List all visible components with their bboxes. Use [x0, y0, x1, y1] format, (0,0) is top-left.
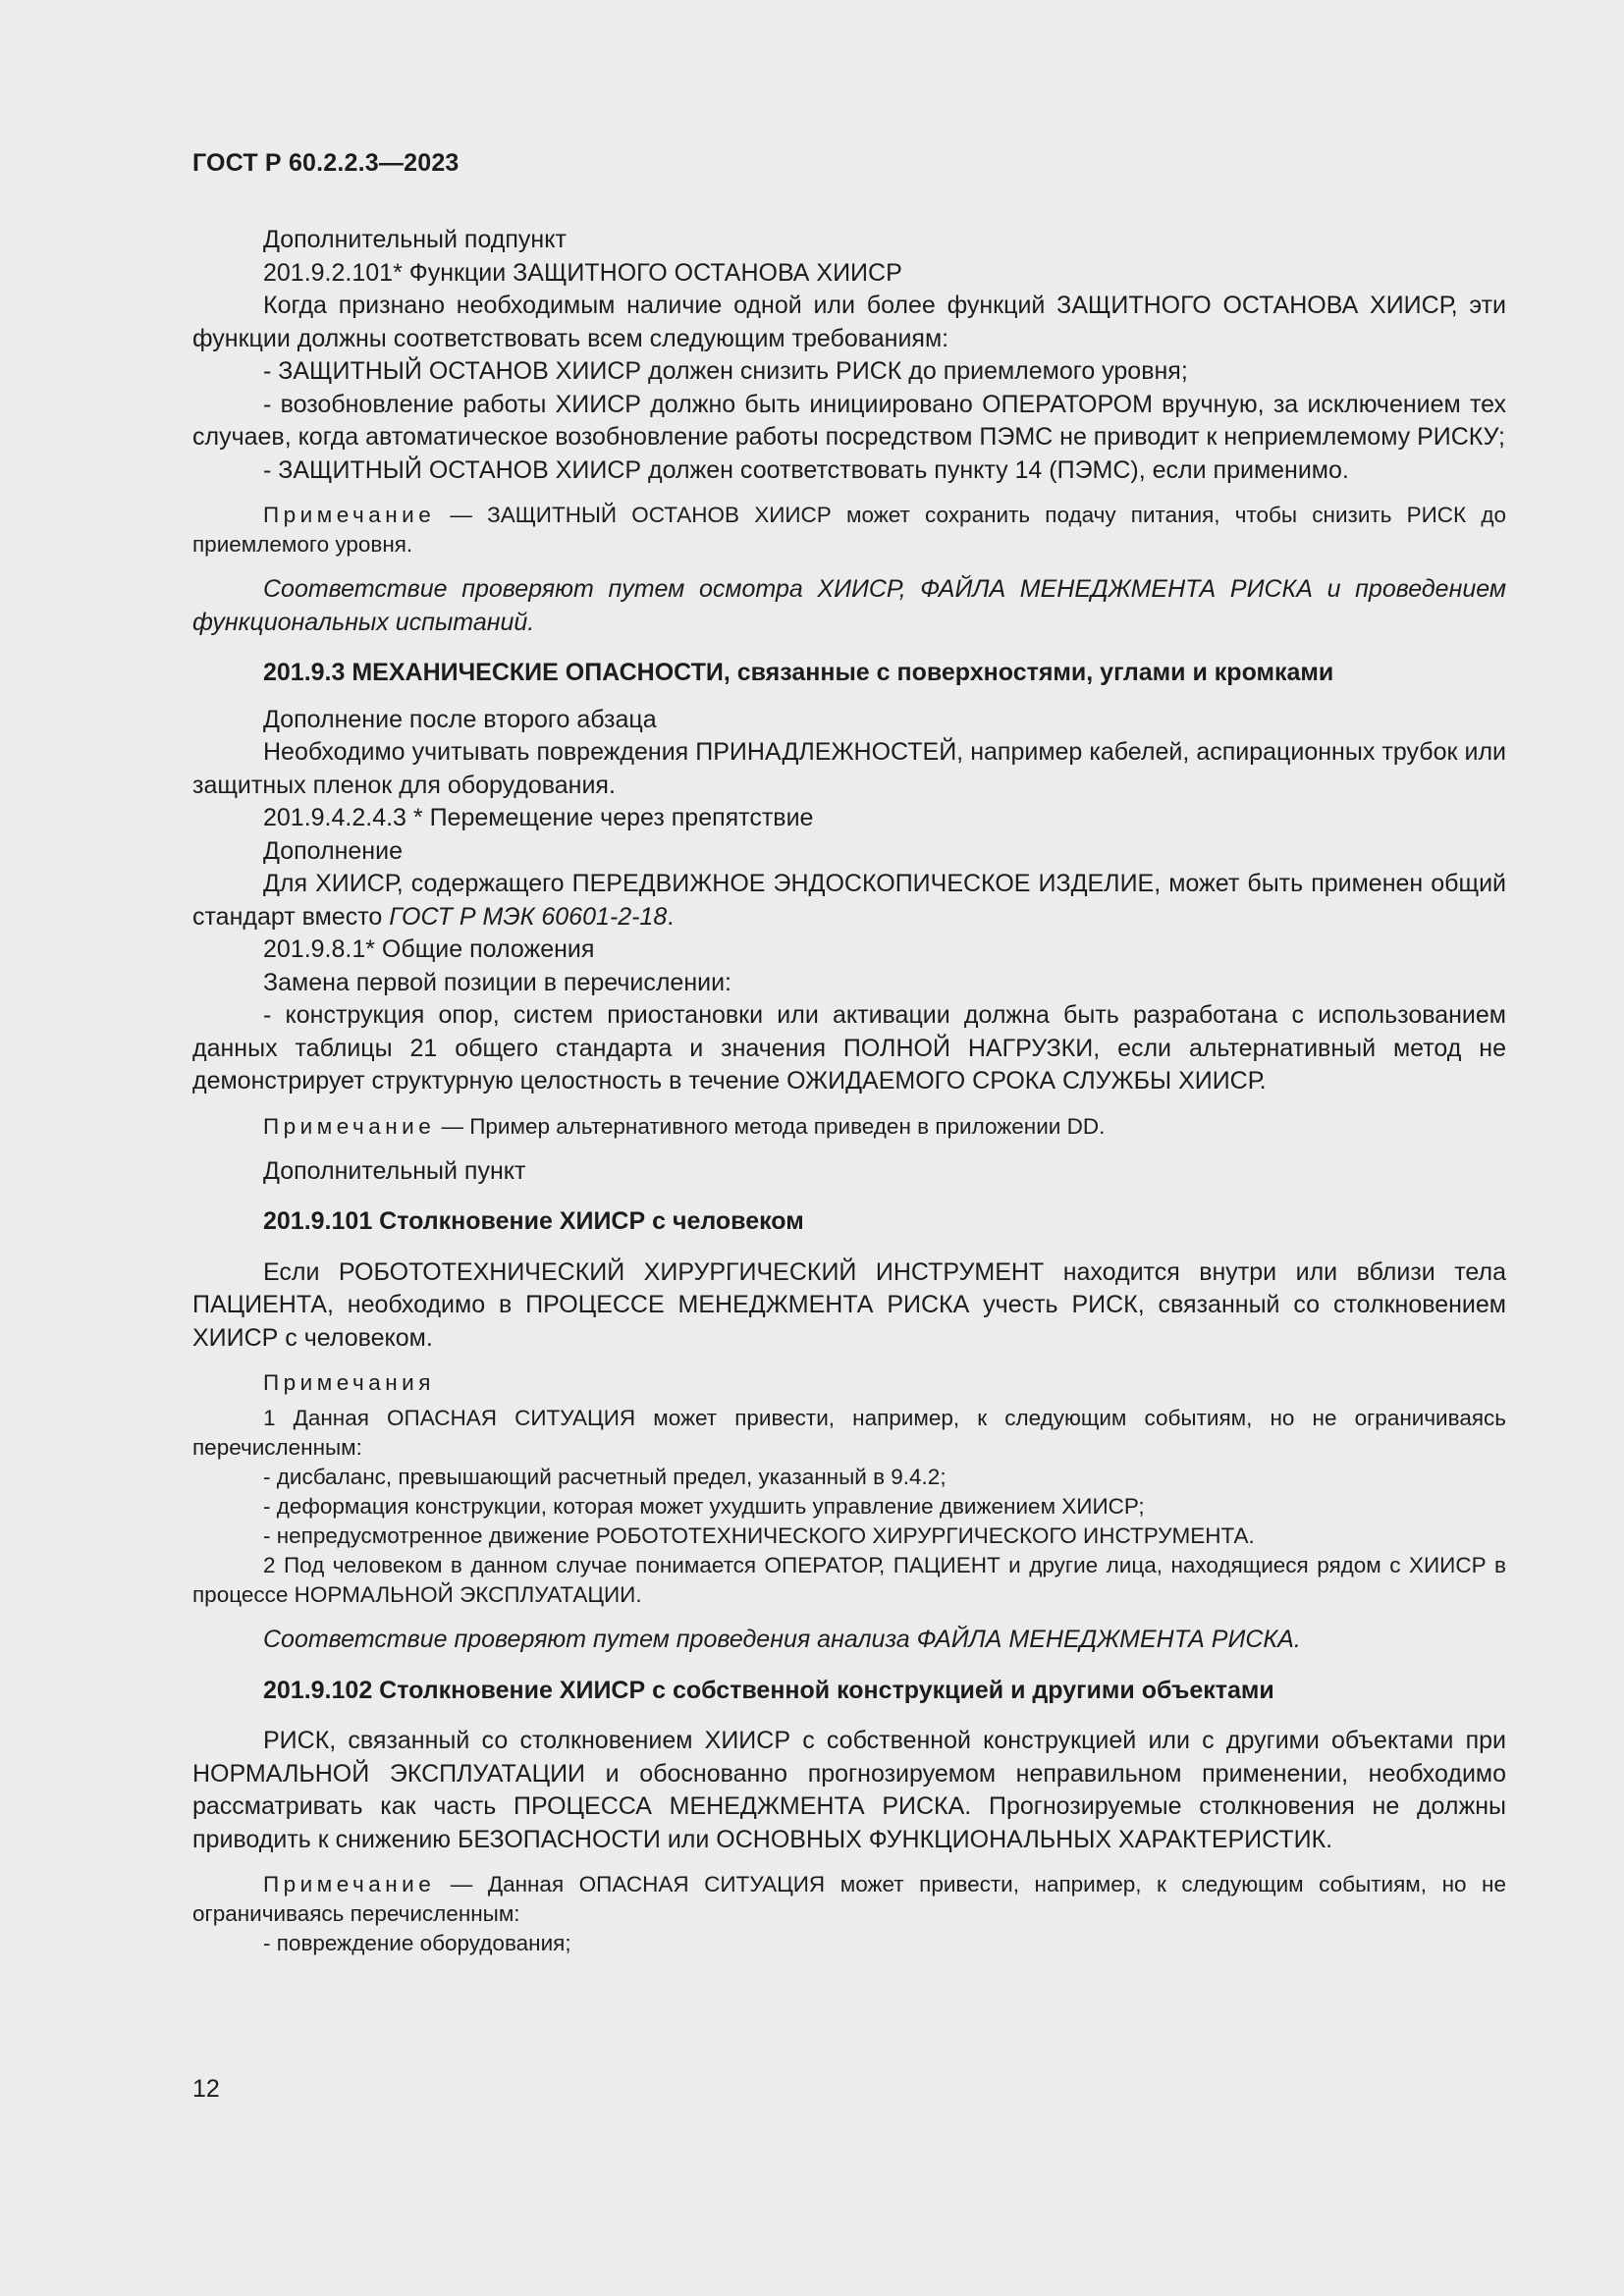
- note: 2 Под человеком в данном случае понимается ОПЕРАТОР, ПАЦИЕНТ и другие лица, находящиеся рядом с ХИИСР в процессе НОРМАЛЬНОЙ ЭКСПЛУАТАЦИИ.: [192, 1553, 1506, 1607]
- paragraph-text: Для ХИИСР, содержащего ПЕРЕДВИЖНОЕ ЭНДОСКОПИЧЕСКОЕ ИЗДЕЛИЕ, может быть применен общий стандарт вместо: [192, 870, 1506, 931]
- paragraph: Замена первой позиции в перечислении:: [263, 968, 732, 996]
- note-text: — Данная ОПАСНАЯ СИТУАЦИЯ может привести, например, к следующим событиям, но не ограничиваясь перечисленным:: [192, 1872, 1506, 1926]
- subclause-title: 201.9.4.2.4.3 * Перемещение через препятствие: [263, 804, 814, 831]
- paragraph: Если РОБОТОТЕХНИЧЕСКИЙ ХИРУРГИЧЕСКИЙ ИНСТРУМЕНТ находится внутри или вблизи тела ПАЦИЕНТА, необходимо в ПРОЦЕССЕ МЕНЕДЖМЕНТА РИСКА учесть РИСК, связанный со столкновением ХИИСР с человеком.: [192, 1257, 1506, 1352]
- note: [192, 1112, 1506, 1142]
- section-heading: 201.9.102 Столкновение ХИИСР с собственной конструкцией и другими объектами: [263, 1676, 1274, 1704]
- note-text: — ЗАЩИТНЫЙ ОСТАНОВ ХИИСР может сохранить подачу питания, чтобы снизить РИСК до приемлемого уровня.: [192, 503, 1506, 557]
- note-list-item: - деформация конструкции, которая может ухудшить управление движением ХИИСР;: [263, 1494, 1145, 1519]
- document-body: [192, 224, 1506, 1958]
- notes-label-text: Примечания: [263, 1370, 435, 1395]
- paragraph: Когда признано необходимым наличие одной или более функций ЗАЩИТНОГО ОСТАНОВА ХИИСР, эти функции должны соответствовать всем следующим требованиям:: [192, 292, 1506, 352]
- section-heading: 201.9.3 МЕХАНИЧЕСКИЕ ОПАСНОСТИ, связанные с поверхностями, углами и кромками: [263, 659, 1334, 686]
- subclause-title: 201.9.2.101* Функции ЗАЩИТНОГО ОСТАНОВА ХИИСР: [263, 258, 902, 287]
- note-label: Примечание: [263, 1113, 436, 1139]
- note-text: — Пример альтернативного метода приведен в приложении DD.: [435, 1113, 1106, 1139]
- note-list-item: - непредусмотренное движение РОБОТОТЕХНИЧЕСКОГО ХИРУРГИЧЕСКОГО ИНСТРУМЕНТА.: [263, 1523, 1255, 1548]
- list-item: - конструкция опор, систем приостановки или активации должна быть разработана с использованием данных таблицы 21 общего стандарта и значения ПОЛНОЙ НАГРУЗКИ, если альтернативный метод не демонстрирует структурную целостность в течение ОЖИДАЕМОГО СРОКА СЛУЖБЫ ХИИСР.: [192, 1001, 1506, 1095]
- paragraph: Дополнительный подпункт: [263, 226, 567, 253]
- subclause-title: 201.9.8.1* Общие положения: [263, 935, 595, 963]
- note-list-item: - повреждение оборудования;: [263, 1931, 571, 1955]
- paragraph: [192, 868, 1506, 934]
- list-item: - возобновление работы ХИИСР должно быть инициировано ОПЕРАТОРОМ вручную, за исключением тех случаев, когда автоматическое возобновление работы посредством ПЭМС не приводит к неприемлемому РИСКУ;: [192, 390, 1506, 451]
- standard-reference: ГОСТ Р МЭК 60601-2-18: [389, 902, 668, 931]
- note: [192, 501, 1506, 560]
- page-number: 12: [192, 2075, 220, 2103]
- notes-label: [192, 1368, 1506, 1398]
- section-heading: 201.9.101 Столкновение ХИИСР с человеком: [263, 1207, 804, 1235]
- note: 1 Данная ОПАСНАЯ СИТУАЦИЯ может привести, например, к следующим событиям, но не ограничиваясь перечисленным:: [192, 1406, 1506, 1460]
- note-label: Примечание: [263, 1872, 436, 1896]
- paragraph: Дополнение: [263, 836, 403, 865]
- paragraph: Дополнительный пункт: [263, 1156, 526, 1185]
- list-item: - ЗАЩИТНЫЙ ОСТАНОВ ХИИСР должен снизить РИСК до приемлемого уровня;: [263, 357, 1188, 385]
- paragraph: Необходимо учитывать повреждения ПРИНАДЛЕЖНОСТЕЙ, например кабелей, аспирационных трубок или защитных пленок для оборудования.: [192, 738, 1506, 799]
- compliance-statement: Соответствие проверяют путем осмотра ХИИСР, ФАЙЛА МЕНЕДЖМЕНТА РИСКА и проведением функциональных испытаний.: [192, 575, 1506, 636]
- note: [192, 1870, 1506, 1929]
- list-item: - ЗАЩИТНЫЙ ОСТАНОВ ХИИСР должен соответствовать пункту 14 (ПЭМС), если применимо.: [263, 455, 1349, 484]
- paragraph: Дополнение после второго абзаца: [263, 705, 657, 733]
- note-label: Примечание: [263, 503, 436, 527]
- compliance-statement: Соответствие проверяют путем проведения анализа ФАЙЛА МЕНЕДЖМЕНТА РИСКА.: [263, 1626, 1301, 1653]
- paragraph-text: .: [667, 902, 675, 931]
- paragraph: РИСК, связанный со столкновением ХИИСР с собственной конструкцией или с другими объектами при НОРМАЛЬНОЙ ЭКСПЛУАТАЦИИ и обоснованно прогнозируемом неправильном применении, необходимо рассматривать как часть ПРОЦЕССА МЕНЕДЖМЕНТА РИСКА. Прогнозируемые столкновения не должны приводить к снижению БЕЗОПАСНОСТИ или ОСНОВНЫХ ФУНКЦИОНАЛЬНЫХ ХАРАКТЕРИСТИК.: [192, 1727, 1506, 1853]
- note-list-item: - дисбаланс, превышающий расчетный предел, указанный в 9.4.2;: [263, 1465, 947, 1489]
- standard-header: ГОСТ Р 60.2.2.3—2023: [192, 149, 460, 177]
